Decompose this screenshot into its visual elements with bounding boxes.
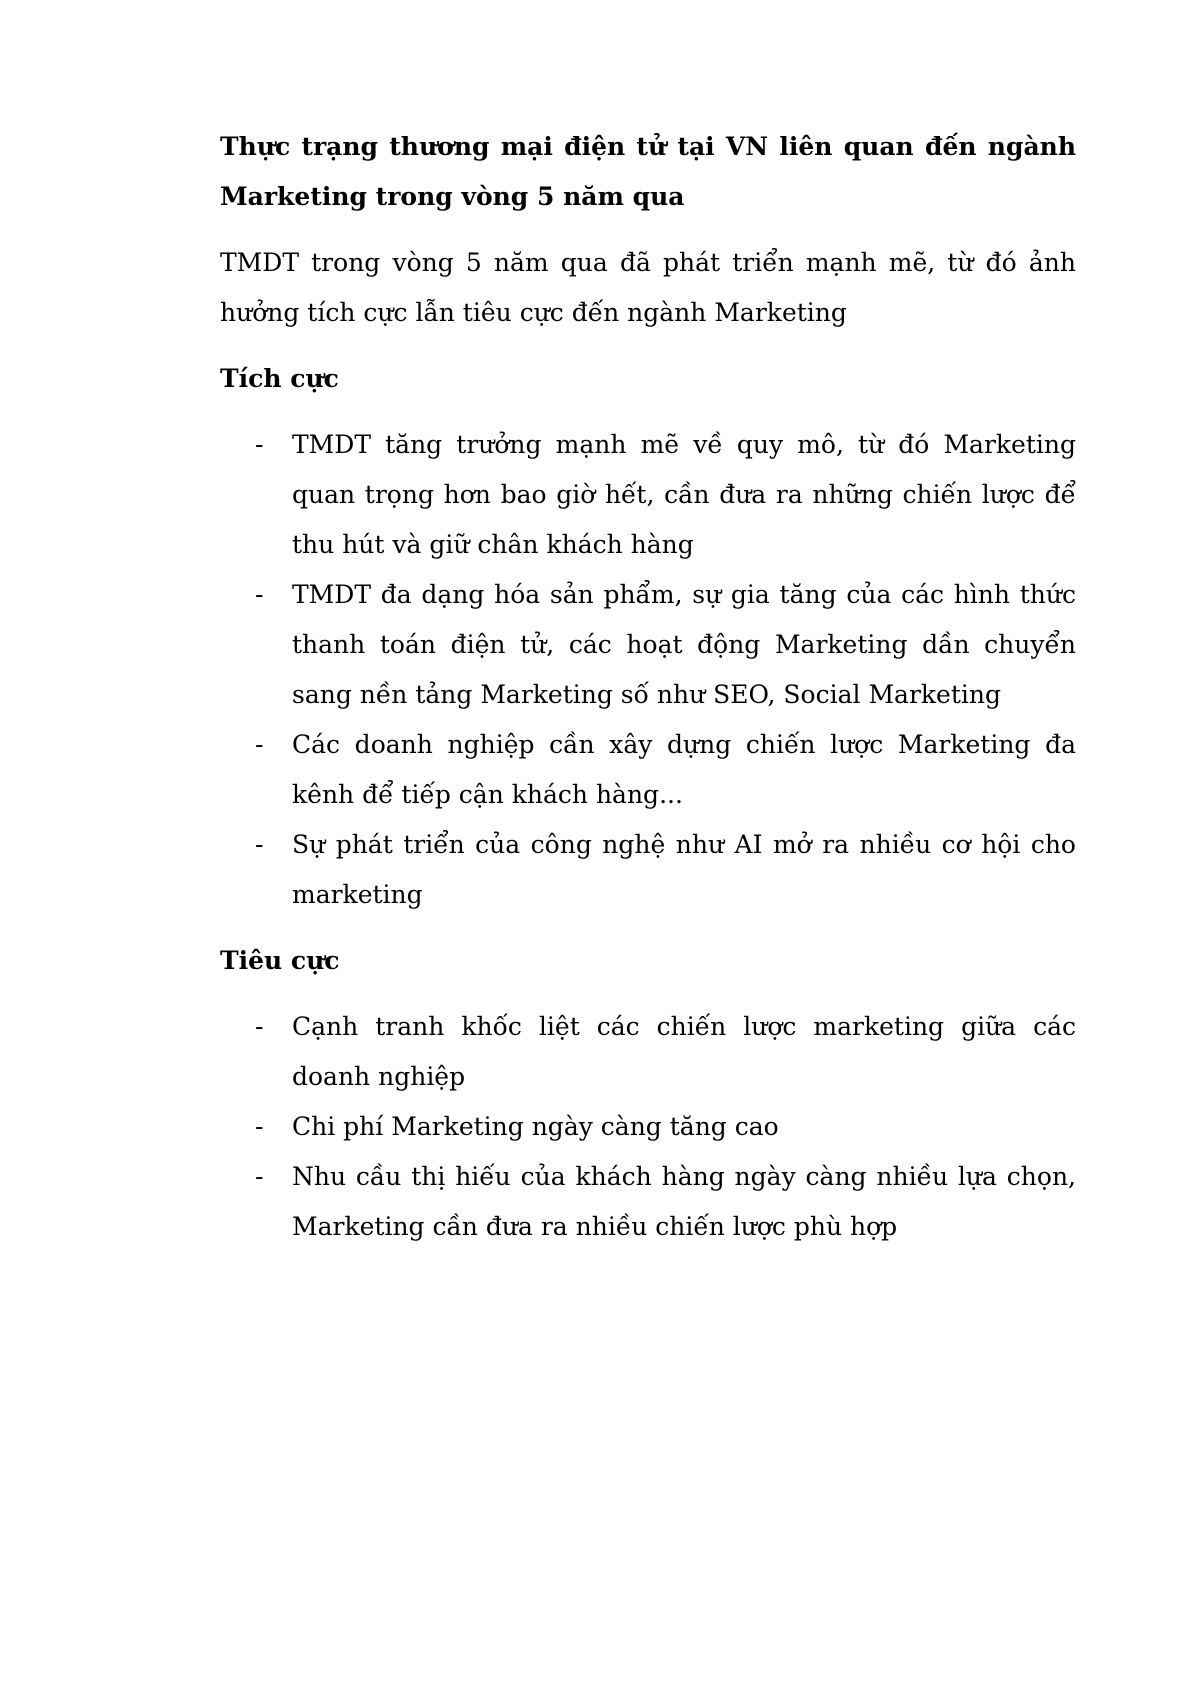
bullet-dash: -	[255, 1162, 264, 1191]
bullet-dash: -	[255, 430, 264, 459]
list-item	[220, 420, 1076, 570]
document-content	[220, 122, 1076, 1268]
intro-paragraph: TMDT trong vòng 5 năm qua đã phát triển mạnh mẽ, từ đó ảnh hưởng tích cực lẫn tiêu cực đến ngành Marketing	[220, 248, 1076, 327]
list-item-text: TMDT đa dạng hóa sản phẩm, sự gia tăng của các hình thức thanh toán điện tử, các hoạt động Marketing dần chuyển sang nền tảng Marketing số như SEO, Social Marketing	[292, 580, 1076, 709]
positive-list	[220, 420, 1076, 920]
list-item-text: Sự phát triển của công nghệ như AI mở ra nhiều cơ hội cho marketing	[292, 830, 1076, 909]
list-item-text: Nhu cầu thị hiếu của khách hàng ngày càng nhiều lựa chọn, Marketing cần đưa ra nhiều chiến lược phù hợp	[292, 1162, 1076, 1241]
document-title: Thực trạng thương mại điện tử tại VN liên quan đến ngành Marketing trong vòng 5 năm qua	[220, 132, 1076, 211]
positive-heading: Tích cực	[220, 364, 339, 393]
list-item	[220, 1152, 1076, 1252]
list-item	[220, 570, 1076, 720]
list-item-text: TMDT tăng trưởng mạnh mẽ về quy mô, từ đó Marketing quan trọng hơn bao giờ hết, cần đưa ra những chiến lược để thu hút và giữ chân khách hàng	[292, 430, 1076, 559]
bullet-dash: -	[255, 730, 264, 759]
list-item-text: Chi phí Marketing ngày càng tăng cao	[292, 1112, 779, 1141]
list-item	[220, 1102, 1076, 1152]
list-item	[220, 820, 1076, 920]
list-item-text: Các doanh nghiệp cần xây dựng chiến lược Marketing đa kênh để tiếp cận khách hàng...	[292, 730, 1076, 809]
bullet-dash: -	[255, 1012, 264, 1041]
list-item	[220, 720, 1076, 820]
bullet-dash: -	[255, 580, 264, 609]
negative-heading: Tiêu cực	[220, 946, 340, 975]
list-item-text: Cạnh tranh khốc liệt các chiến lược marketing giữa các doanh nghiệp	[292, 1012, 1076, 1091]
list-item	[220, 1002, 1076, 1102]
negative-list	[220, 1002, 1076, 1252]
bullet-dash: -	[255, 1112, 264, 1141]
bullet-dash: -	[255, 830, 264, 859]
